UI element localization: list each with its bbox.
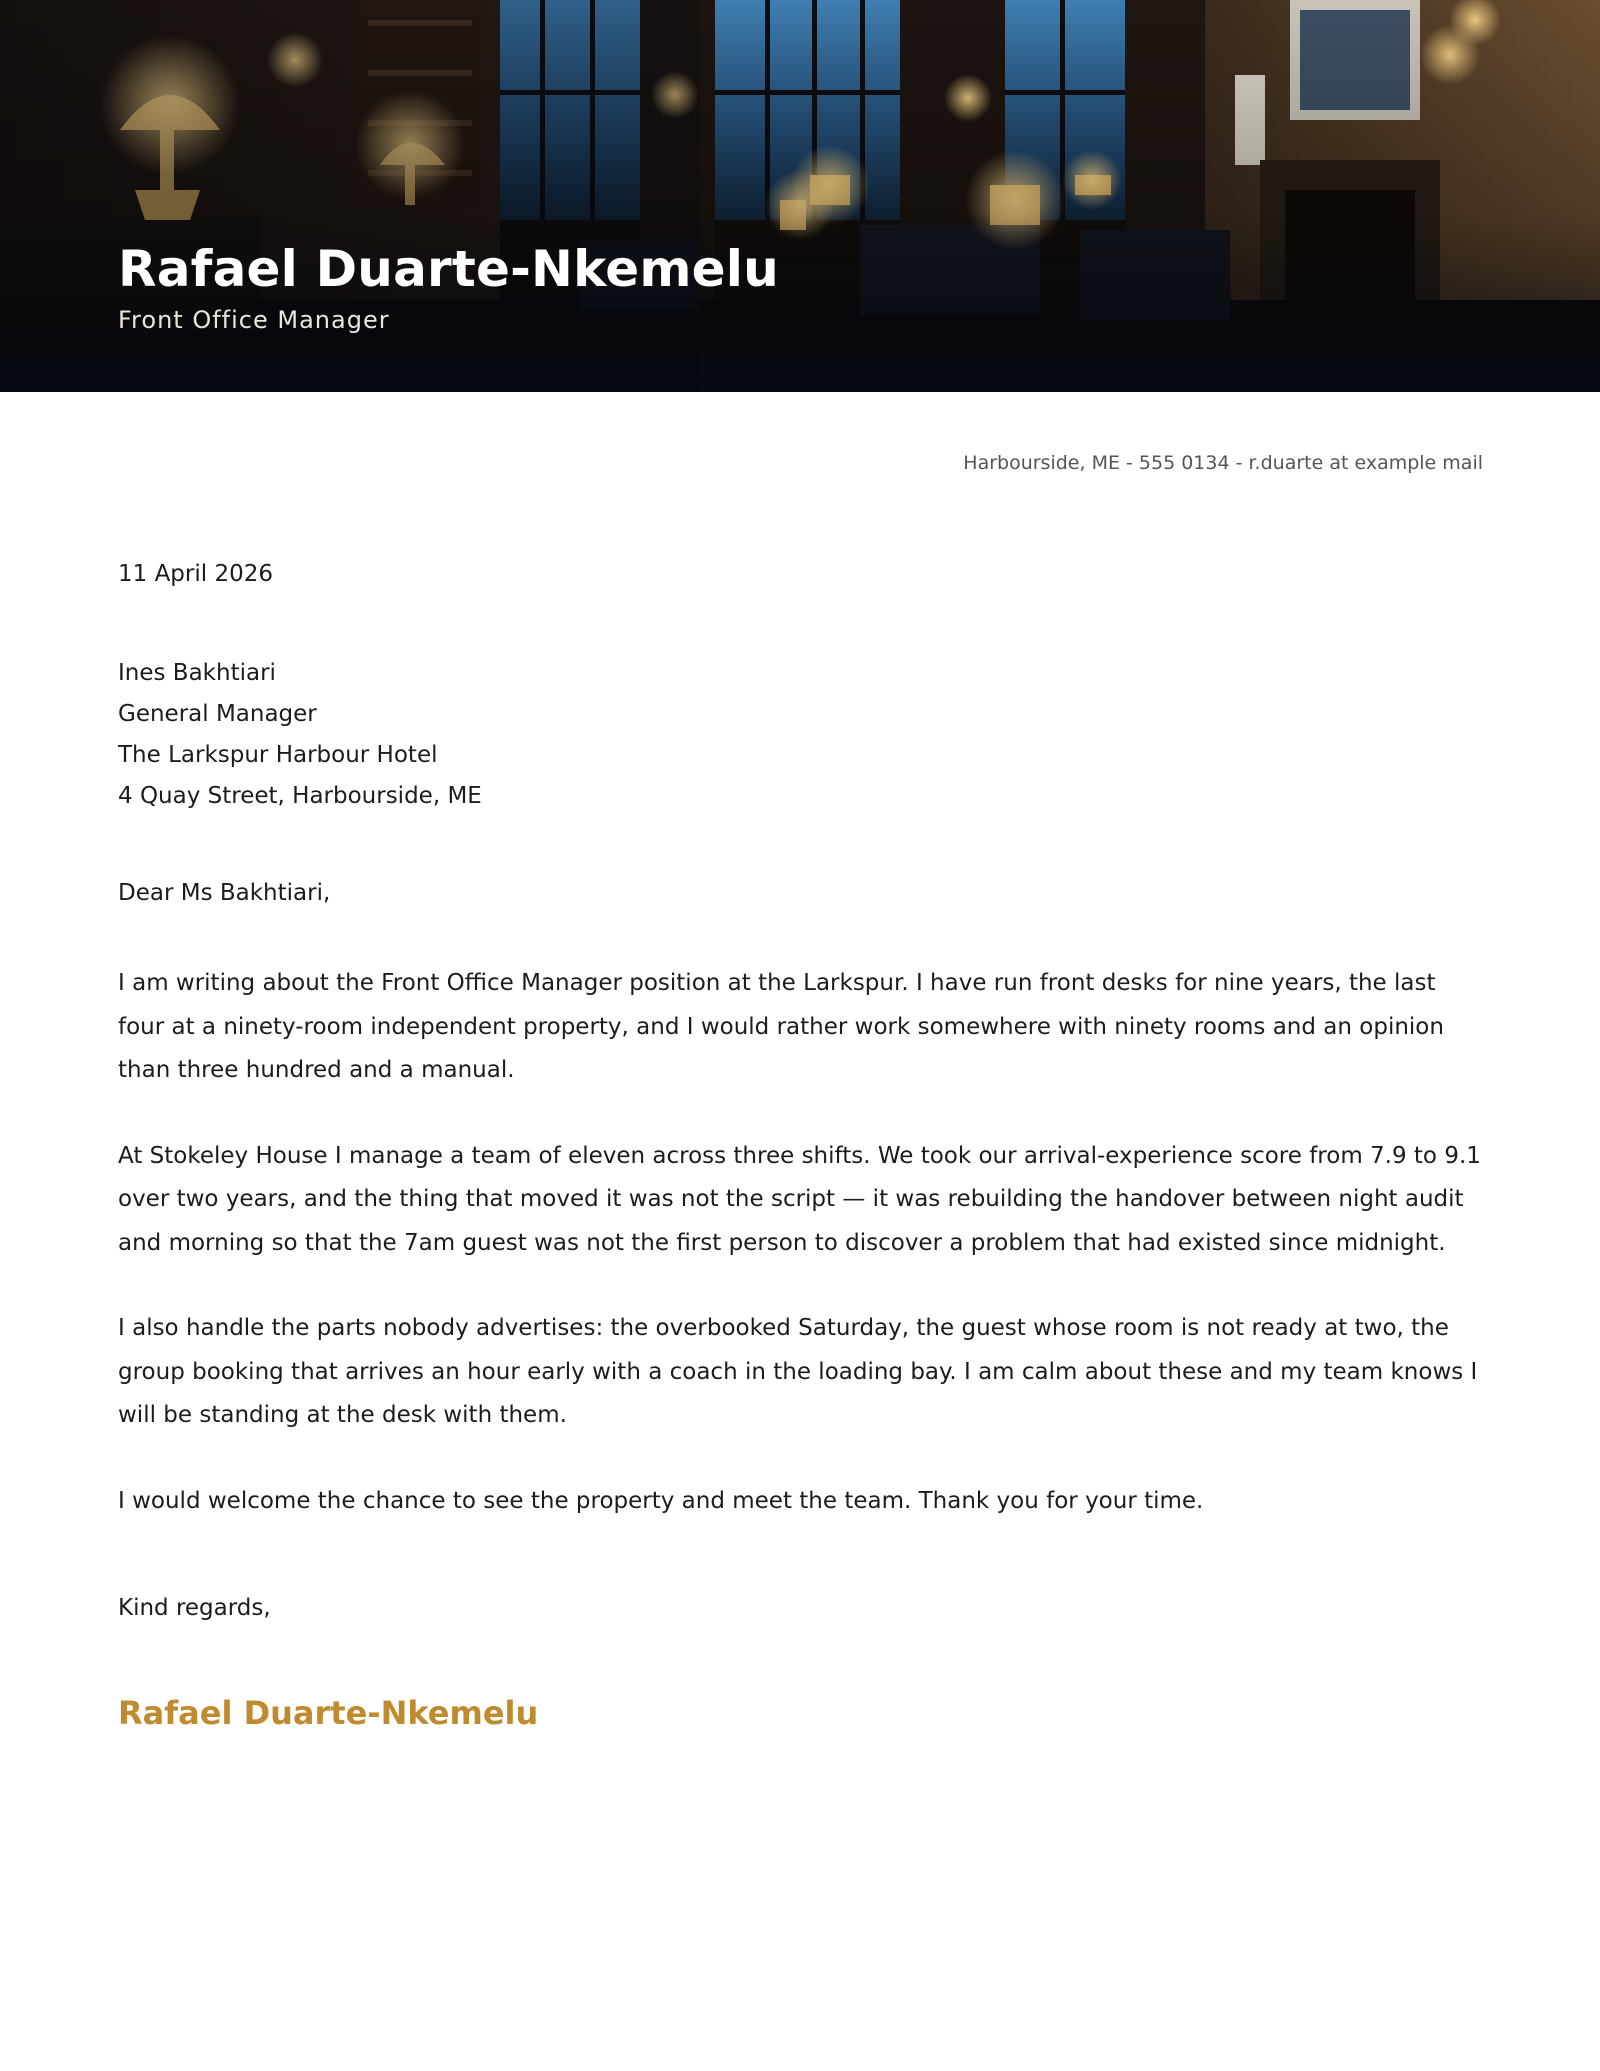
recipient-company: The Larkspur Harbour Hotel <box>118 742 438 768</box>
recipient-name: Ines Bakhtiari <box>118 660 276 686</box>
header-banner <box>0 0 1600 392</box>
applicant-role: Front Office Manager <box>118 306 390 334</box>
applicant-name: Rafael Duarte-Nkemelu <box>118 240 779 298</box>
recipient-address: 4 Quay Street, Harbourside, ME <box>118 783 482 809</box>
recipient-title: General Manager <box>118 701 317 727</box>
recipient-block <box>118 653 1483 817</box>
paragraph-2: At Stokeley House I manage a team of eleven across three shifts. We took our arrival-experience score from 7.9 to 9.1 over two years, and the thing that moved it was not the script — it was rebuilding the handover between night audit and morning so that the 7am guest was not the first person to discover a problem that had existed since midnight. <box>118 1142 1481 1256</box>
letter-body <box>118 555 1483 1735</box>
salutation: Dear Ms Bakhtiari, <box>118 880 331 906</box>
paragraph-4: I would welcome the chance to see the property and meet the team. Thank you for your time. <box>118 1487 1204 1514</box>
closing: Kind regards, <box>118 1595 271 1621</box>
paragraph-1: I am writing about the Front Office Manager position at the Larkspur. I have run front desks for nine years, the last four at a ninety-room independent property, and I would rather work somewhere with ninety rooms and an opinion than three hundred and a manual. <box>118 970 1444 1083</box>
signature-name: Rafael Duarte-Nkemelu <box>118 1694 539 1732</box>
contact-line: Harbourside, ME - 555 0134 - r.duarte at example mail <box>963 452 1483 474</box>
letter-date: 11 April 2026 <box>118 561 273 587</box>
paragraph-3: I also handle the parts nobody advertises: the overbooked Saturday, the guest whose room is not ready at two, the group booking that arrives an hour early with a coach in the loading bay. I am calm about these and my team knows I will be standing at the desk with them. <box>118 1315 1478 1428</box>
header-text-block <box>118 236 779 336</box>
